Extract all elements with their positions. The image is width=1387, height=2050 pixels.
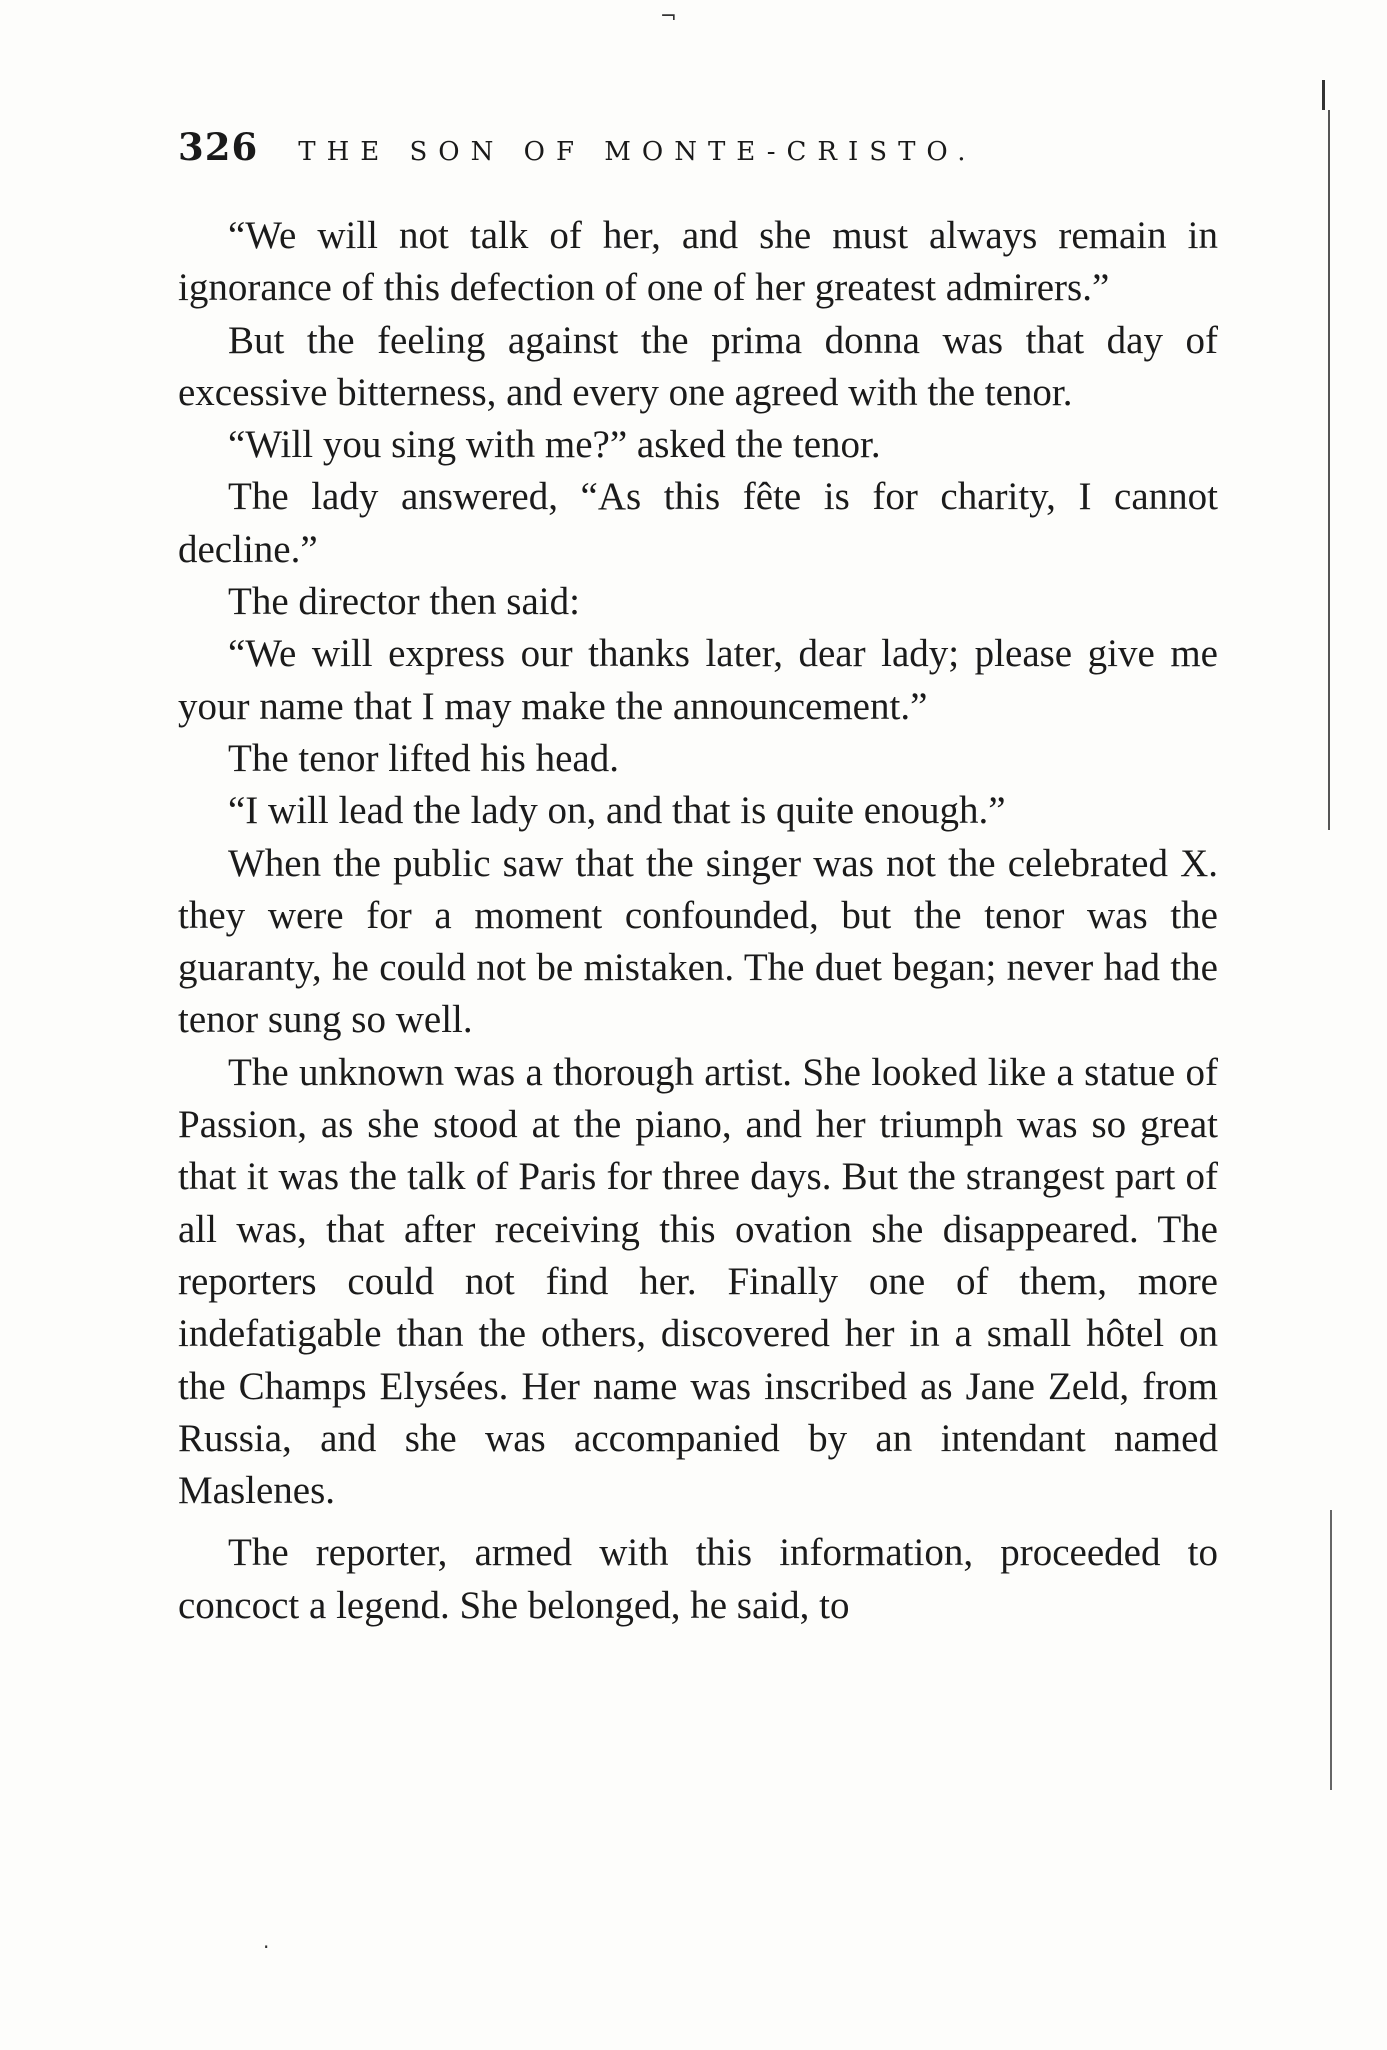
paragraph-3: “Will you sing with me?” asked the tenor.	[228, 423, 881, 467]
book-title: THE SON OF MONTE-CRISTO.	[298, 137, 977, 167]
paragraph-11: The reporter, armed with this information, proceeded to concoct a legend. She belonged, he said, to	[178, 1531, 1218, 1627]
scan-speck-2: ·	[263, 1935, 270, 1959]
paragraph-1: “We will not talk of her, and she must always remain in ignorance of this defection of one of her greatest admirers.”	[178, 214, 1218, 310]
running-head	[178, 125, 1238, 169]
paragraph-4: The lady answered, “As this fête is for charity, I cannot decline.”	[178, 475, 1218, 571]
paragraph-5: The director then said:	[228, 580, 580, 624]
scan-edge-mark-upper	[1328, 110, 1330, 830]
paragraph-6: “We will express our thanks later, dear lady; please give me your name that I may make the announcement.”	[178, 632, 1218, 728]
scan-edge-mark-top	[1322, 80, 1325, 110]
scan-speck-1: ¬	[660, 4, 677, 28]
paragraph-8: “I will lead the lady on, and that is quite enough.”	[228, 789, 1006, 833]
paragraph-10: The unknown was a thorough artist. She looked like a statue of Passion, as she stood at the piano, and her triumph was so great that it was the talk of Paris for three days. But the strangest part of all was, that after receiving this ovation she disappeared. The reporters could not find her. Finally one of them, more indefatigable than the others, discovered her in a small hôtel on the Champs Elysées. Her name was inscribed as Jane Zeld, from Russia, and she was accompanied by an intendant named Maslenes.	[178, 1050, 1218, 1513]
paragraph-9: When the public saw that the singer was not the celebrated X. they were for a moment confounded, but the tenor was the guaranty, he could not be mistaken. The duet began; never had the tenor sung so well.	[178, 841, 1218, 1042]
paragraph-7: The tenor lifted his head.	[228, 736, 619, 780]
page-number: 326	[178, 125, 259, 169]
body-text	[178, 210, 1218, 1632]
paragraph-2: But the feeling against the prima donna was that day of excessive bitterness, and every one agreed with the tenor.	[178, 318, 1218, 414]
scan-edge-mark-lower	[1330, 1510, 1332, 1790]
